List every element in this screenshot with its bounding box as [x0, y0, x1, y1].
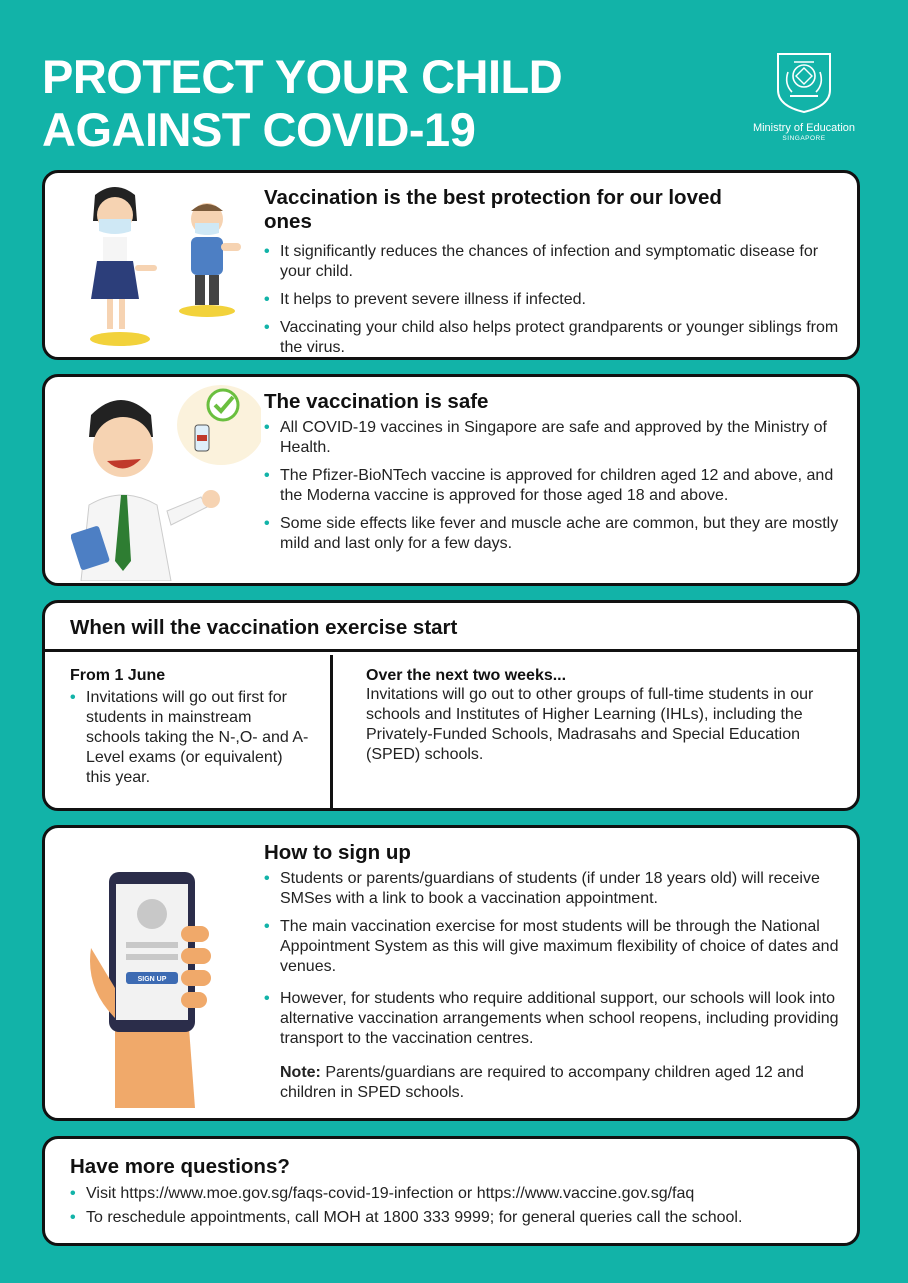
section2-bullet-2: • The Pfizer-BioNTech vaccine is approved for children aged 12 and above, and the Moderna vaccine is approved for those aged 18 and above. — [264, 466, 844, 506]
card-more-questions — [42, 1136, 860, 1246]
card-how-to-sign-up — [42, 825, 860, 1121]
page-title — [42, 50, 562, 156]
moe-logo — [744, 50, 864, 142]
section3-left-column — [45, 655, 333, 808]
section1-bullet-3: • Vaccinating your child also helps protect grandparents or younger siblings from the virus. — [264, 318, 844, 358]
section3-heading: When will the vaccination exercise start — [70, 616, 458, 639]
section3-header — [45, 603, 857, 652]
section2-heading: The vaccination is safe — [264, 390, 489, 413]
title-line-2: AGAINST COVID-19 — [42, 103, 476, 156]
section2-bullet-1: • All COVID-19 vaccines in Singapore are safe and approved by the Ministry of Health. — [264, 418, 844, 458]
section4-bullet-1: • Students or parents/guardians of students (if under 18 years old) will receive SMSes with a link to book a vaccination appointment. — [264, 869, 844, 909]
section5-bullet-2: • To reschedule appointments, call MOH at 1800 333 9999; for general queries call the school. — [70, 1208, 850, 1228]
section5-bullet-1: • Visit https://www.moe.gov.sg/faqs-covid-19-infection or https://www.vaccine.gov.sg/faq — [70, 1184, 850, 1204]
section4-bullet-2: • The main vaccination exercise for most students will be through the National Appointment System as this will give maximum flexibility of choice of dates and venues. — [264, 917, 844, 977]
section1-bullet-1: • It significantly reduces the chances of infection and symptomatic disease for your child. — [264, 242, 844, 282]
section3-right-subheading: Over the next two weeks... — [366, 667, 567, 684]
children-illustration — [75, 181, 265, 351]
crest-icon — [774, 50, 834, 114]
section4-note — [264, 1063, 844, 1103]
card-vaccination-safe — [42, 374, 860, 586]
section3-left-bullet: • Invitations will go out first for students in mainstream schools taking the N-,O- and A-Level exams (or equivalent) this year. — [70, 688, 310, 788]
section3-right-text: Invitations will go out to other groups of full-time students in our schools and Institutes of Higher Learning (IHLs), including the Privately-Funded Schools, Madrasahs and Special Education (SPED) schools. — [366, 686, 814, 763]
section3-left-subheading: From 1 June — [70, 667, 166, 684]
section2-bullet-3: • Some side effects like fever and muscle ache are common, but they are mostly mild and last only for a few days. — [264, 514, 844, 554]
card-vaccination-start — [42, 600, 860, 811]
section3-right-column — [336, 655, 857, 808]
section5-heading: Have more questions? — [70, 1155, 290, 1178]
note-text: Parents/guardians are required to accompany children aged 12 and children in SPED schools. — [280, 1064, 804, 1101]
note-label: Note: — [280, 1064, 321, 1081]
card-best-protection — [42, 170, 860, 360]
section4-heading: How to sign up — [264, 841, 411, 864]
section4-bullet-3: • However, for students who require additional support, our schools will look into alternative vaccination arrangements when school reopens, including providing transport to the vaccination centres. — [264, 989, 844, 1049]
title-line-1: PROTECT YOUR CHILD — [42, 50, 563, 103]
phone-signup-illustration — [85, 868, 225, 1108]
phone-signup-button: SIGN UP — [137, 976, 167, 983]
ministry-name: Ministry of Education — [752, 122, 856, 134]
ministry-country: SINGAPORE — [782, 135, 826, 142]
section1-heading: Vaccination is the best protection for our loved ones — [264, 186, 722, 233]
section1-bullet-2: • It helps to prevent severe illness if infected. — [264, 290, 844, 310]
doctor-illustration — [71, 385, 261, 581]
